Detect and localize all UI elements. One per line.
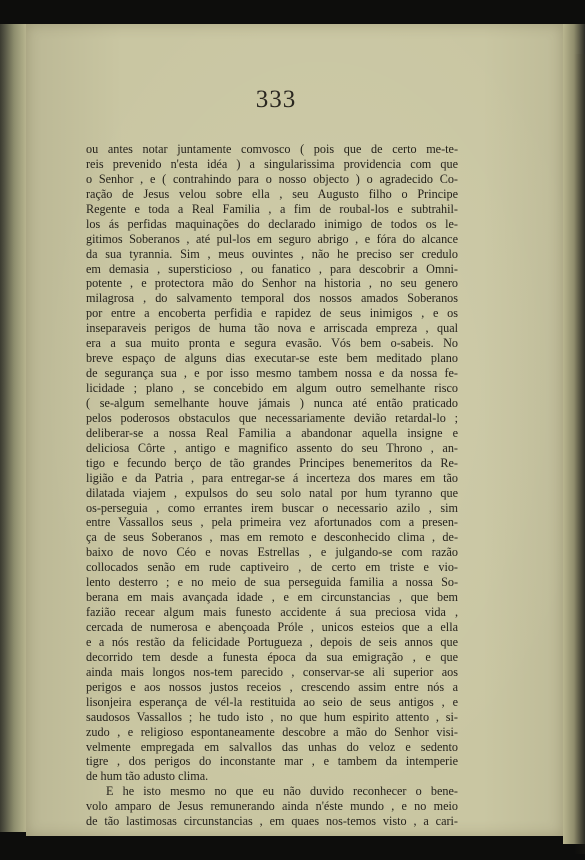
book-page bbox=[26, 24, 563, 836]
text-line: lento desterro ; e no meio de sua perseguida familia a nossa So- bbox=[86, 575, 458, 590]
text-line: inseparaveis perigos de huma tão nova e arriscada empreza , qual bbox=[86, 321, 458, 336]
text-line: de tão lastimosas circunstancias , em quaes nos-temos visto , a cari- bbox=[86, 814, 458, 829]
text-line: licidade ; plano , se concebido em algum outro semelhante risco bbox=[86, 381, 458, 395]
text-line: milagrosa , do salvamento temporal dos nossos amados Soberanos bbox=[86, 291, 458, 306]
text-line: ligião e da Patria , para entregar-se á incerteza dos mares em tão bbox=[86, 470, 458, 485]
text-line: baixo de novo Céo e novas Estrellas , e julgando-se com razão bbox=[86, 545, 458, 560]
text-line: da sua tyrannia. Sim , meus ouvintes , não he preciso ser credulo bbox=[86, 246, 458, 261]
page-edge-shadow bbox=[574, 54, 585, 854]
text-line: cercada de numerosa e abençoada Próle , unicos esteios que a ella bbox=[86, 620, 458, 634]
text-line: E he isto mesmo no que eu não duvido reconhecer o bene- bbox=[106, 784, 458, 799]
text-line: breve espaço de alguns dias executar-se este bem meditado plano bbox=[86, 351, 458, 366]
text-line: tigo e fecundo berço de tão grandes Principes benemeritos da Re- bbox=[86, 455, 458, 470]
text-line: gitimos Soberanos , até pul-los em seguro abrigo , e fóra do alcance bbox=[86, 231, 458, 246]
text-line: decorrido tem desde a funesta época da sua emigração , e que bbox=[86, 649, 458, 664]
text-line: por entre a encoberta perfidia e rapidez de seus inimigos , e os bbox=[86, 306, 458, 321]
text-line: em demasia , supersticioso , ou fanatico , para descobrir a Omni- bbox=[86, 261, 458, 276]
text-line: reis prevenido n'esta idéa ) a singularissima providencia com que bbox=[86, 156, 458, 171]
text-line: perigos e aos nossos justos receios , crescendo assim entre nós a bbox=[86, 679, 458, 694]
text-line: ainda mais longos nos-tem parecido , conservar-se ali superior aos bbox=[86, 664, 458, 679]
text-line: e a nós restão da felicidade Portugueza , depois de seis annos que bbox=[86, 634, 458, 649]
text-line: tigre , dos perigos do inconstante mar , e tambem da intemperie bbox=[86, 754, 458, 769]
text-line: de hum tão adusto clima. bbox=[86, 769, 209, 784]
body-text bbox=[86, 142, 458, 829]
text-line: ou antes notar juntamente comvosco ( pois que de certo me-te- bbox=[86, 142, 458, 156]
text-line: ração de Jesus velou sobre ella , seu Augusto filho o Principe bbox=[86, 186, 458, 201]
text-line: Regente e toda a Real Familia , a fim de roubal-los e subtrahil- bbox=[86, 201, 458, 216]
text-line: saudosos Vassallos ; he tudo isto , no que hum espirito attento , si- bbox=[86, 709, 458, 724]
text-line: de segurança sua , e por isso mesmo tambem nossa e da nossa fe- bbox=[86, 366, 458, 381]
text-line: ( se-algum semelhante houve jámais ) nunca até então praticado bbox=[86, 395, 458, 410]
text-line: pelos poderosos obstaculos que necessariamente devião retardal-lo ; bbox=[86, 410, 458, 425]
text-line: deliciosa Côrte , antigo e magnifico assento do seu Throno , an- bbox=[86, 440, 458, 455]
text-line: los ás perfidas maquinações do declarado inimigo de todos os le- bbox=[86, 216, 458, 231]
text-line: zudo , e religioso espontaneamente descobre a mão do Senhor visi- bbox=[86, 724, 458, 739]
text-line: dilatada viajem , expulsos do seu solo natal por hum tyranno que bbox=[86, 485, 458, 500]
text-line: collocados senão em rude captiveiro , de certo em triste e vio- bbox=[86, 560, 458, 575]
page-number: 333 bbox=[255, 86, 297, 113]
text-line: era a sua muito pronta e segura evasão. Vós bem o-sabeis. No bbox=[86, 336, 458, 351]
text-line: berana em mais avançada idade , e em circunstancias , que bem bbox=[86, 590, 458, 605]
text-line: deliberar-se a nossa Real Familia a abandonar aquella insigne e bbox=[86, 425, 458, 440]
text-line: volo amparo de Jesus remunerando ainda n'éste mundo , e no meio bbox=[86, 799, 458, 814]
text-line: lisonjeira esperança de vél-la restituida ao seio de seus antigos , e bbox=[86, 694, 458, 709]
text-line: fazião recear algum mais funesto accidente á sua preciosa vida , bbox=[86, 605, 458, 620]
text-line: o Senhor , e ( contrahindo para o nosso objecto ) o agradecido Co- bbox=[86, 171, 458, 186]
text-line: os-perseguia , como errantes irem buscar o necessario azilo , sim bbox=[86, 500, 458, 515]
text-line: potente , e protectora mão do Senhor na historia , no seu genero bbox=[86, 276, 458, 291]
scan-border-left bbox=[0, 24, 26, 832]
text-line: ça de seus Soberanos , mas em remoto e desconhecido clima , de- bbox=[86, 530, 458, 545]
text-line: entre Vassallos seus , pela primeira vez afortunados com a presen- bbox=[86, 515, 458, 530]
text-line: velmente empregada em salvallos das unhas do veloz e sedento bbox=[86, 739, 458, 754]
